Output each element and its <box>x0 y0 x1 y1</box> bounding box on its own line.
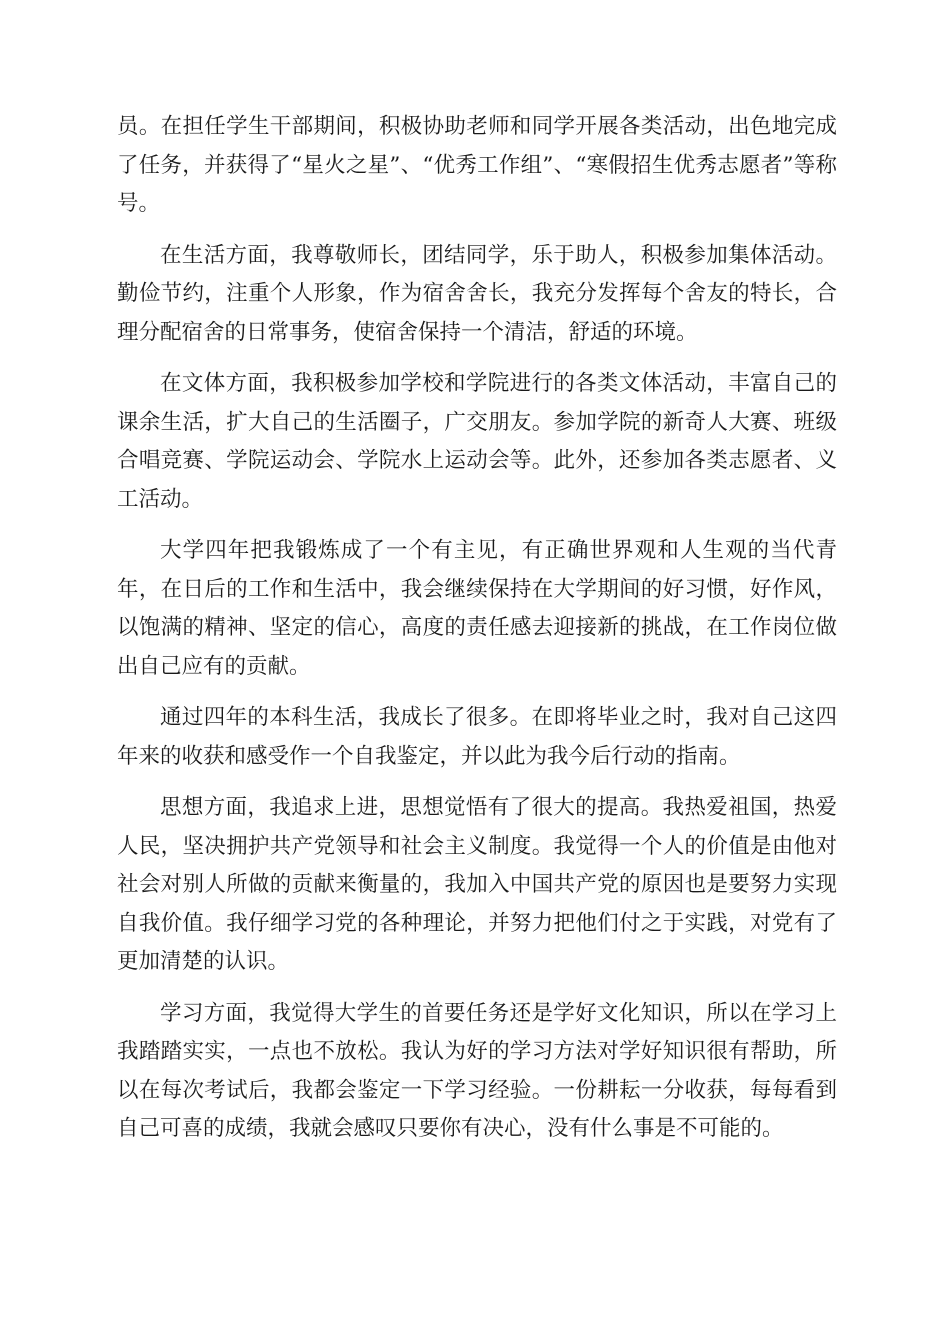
paragraph-7: 学习方面，我觉得大学生的首要任务还是学好文化知识，所以在学习上我踏踏实实，一点也不放松。我认为好的学习方法对学好知识很有帮助，所以在每次考试后，我都会鉴定一下学习经验。一份耕耘一分收获，每每看到自己可喜的成绩，我就会感叹只要你有决心，没有什么事是不可能的。 <box>117 1000 837 1141</box>
paragraph-5: 通过四年的本科生活，我成长了很多。在即将毕业之时，我对自己这四年来的收获和感受作一个自我鉴定，并以此为我今后行动的指南。 <box>117 705 837 769</box>
paragraph-4: 大学四年把我锻炼成了一个有主见，有正确世界观和人生观的当代青年，在日后的工作和生活中，我会继续保持在大学期间的好习惯，好作风，以饱满的精神、坚定的信心，高度的责任感去迎接新的挑战，在工作岗位做出自己应有的贡献。 <box>117 538 837 679</box>
paragraph-2: 在生活方面，我尊敬师长，团结同学，乐于助人，积极参加集体活动。勤俭节约，注重个人形象，作为宿舍舍长，我充分发挥每个舍友的特长，合理分配宿舍的日常事务，使宿舍保持一个清洁，舒适的环境。 <box>117 242 837 345</box>
paragraph-3: 在文体方面，我积极参加学校和学院进行的各类文体活动，丰富自己的课余生活，扩大自己的生活圈子，广交朋友。参加学院的新奇人大赛、班级合唱竞赛、学院运动会、学院水上运动会等。此外，还参加各类志愿者、义工活动。 <box>117 371 837 512</box>
paragraph-6: 思想方面，我追求上进，思想觉悟有了很大的提高。我热爱祖国，热爱人民，坚决拥护共产党领导和社会主义制度。我觉得一个人的价值是由他对社会对别人所做的贡献来衡量的，我加入中国共产党的原因也是要努力实现自我价值。我仔细学习党的各种理论，并努力把他们付之于实践，对党有了更加清楚的认识。 <box>117 795 837 974</box>
paragraph-1: 员。在担任学生干部期间，积极协助老师和同学开展各类活动，出色地完成了任务，并获得了“星火之星”、“优秀工作组”、“寒假招生优秀志愿者”等称号。 <box>117 114 837 216</box>
